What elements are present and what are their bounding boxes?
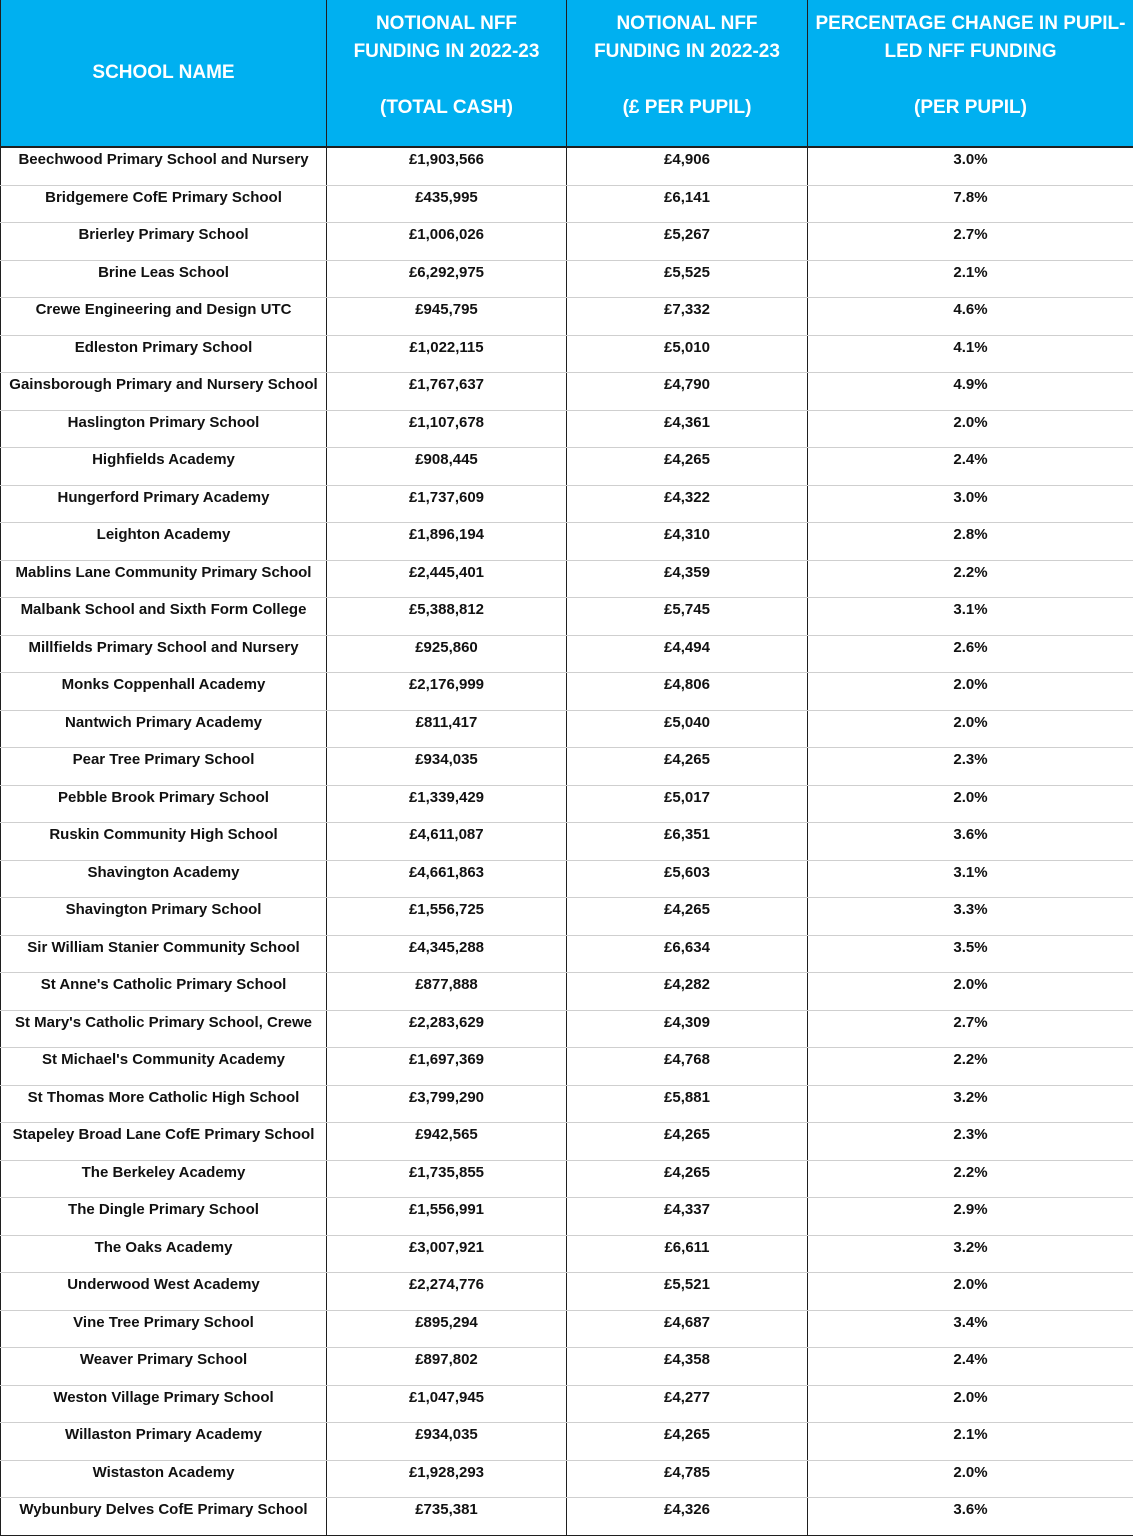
table-row xyxy=(1,260,1133,298)
cell-school-name: Shavington Primary School xyxy=(1,898,327,936)
cell-total-cash: £1,107,678 xyxy=(327,410,567,448)
table-row xyxy=(1,1273,1133,1311)
table-row xyxy=(1,1048,1133,1086)
cell-percentage-change: 2.1% xyxy=(808,1423,1133,1461)
cell-per-pupil: £4,906 xyxy=(567,147,808,185)
header-total-cash xyxy=(327,0,567,147)
cell-percentage-change: 2.4% xyxy=(808,448,1133,486)
cell-percentage-change: 2.4% xyxy=(808,1348,1133,1386)
cell-school-name: Gainsborough Primary and Nursery School xyxy=(1,373,327,411)
cell-per-pupil: £4,265 xyxy=(567,898,808,936)
cell-school-name: Pebble Brook Primary School xyxy=(1,785,327,823)
cell-per-pupil: £5,521 xyxy=(567,1273,808,1311)
table-row xyxy=(1,1423,1133,1461)
table-row xyxy=(1,1085,1133,1123)
cell-total-cash: £3,799,290 xyxy=(327,1085,567,1123)
cell-percentage-change: 7.8% xyxy=(808,185,1133,223)
cell-percentage-change: 3.5% xyxy=(808,935,1133,973)
cell-per-pupil: £4,282 xyxy=(567,973,808,1011)
cell-per-pupil: £4,785 xyxy=(567,1460,808,1498)
cell-per-pupil: £4,265 xyxy=(567,448,808,486)
header-total-cash-sub: (TOTAL CASH) xyxy=(333,94,560,122)
cell-per-pupil: £6,141 xyxy=(567,185,808,223)
cell-total-cash: £945,795 xyxy=(327,298,567,336)
cell-percentage-change: 3.1% xyxy=(808,860,1133,898)
cell-per-pupil: £4,310 xyxy=(567,523,808,561)
cell-total-cash: £925,860 xyxy=(327,635,567,673)
cell-per-pupil: £5,040 xyxy=(567,710,808,748)
table-row xyxy=(1,1385,1133,1423)
cell-school-name: Wistaston Academy xyxy=(1,1460,327,1498)
cell-percentage-change: 3.6% xyxy=(808,823,1133,861)
table-row xyxy=(1,1010,1133,1048)
cell-school-name: Edleston Primary School xyxy=(1,335,327,373)
cell-percentage-change: 3.1% xyxy=(808,598,1133,636)
header-per-pupil-line1: NOTIONAL NFF xyxy=(573,10,801,38)
cell-total-cash: £934,035 xyxy=(327,1423,567,1461)
cell-percentage-change: 3.2% xyxy=(808,1235,1133,1273)
table-row xyxy=(1,673,1133,711)
table-row xyxy=(1,335,1133,373)
cell-percentage-change: 2.0% xyxy=(808,1273,1133,1311)
cell-per-pupil: £7,332 xyxy=(567,298,808,336)
cell-total-cash: £934,035 xyxy=(327,748,567,786)
cell-school-name: Crewe Engineering and Design UTC xyxy=(1,298,327,336)
table-row xyxy=(1,448,1133,486)
cell-percentage-change: 2.0% xyxy=(808,973,1133,1011)
header-percentage-change-sub: (PER PUPIL) xyxy=(814,94,1127,122)
table-row xyxy=(1,1198,1133,1236)
table-row xyxy=(1,223,1133,261)
cell-school-name: Millfields Primary School and Nursery xyxy=(1,635,327,673)
cell-total-cash: £1,022,115 xyxy=(327,335,567,373)
cell-school-name: Vine Tree Primary School xyxy=(1,1310,327,1348)
cell-total-cash: £5,388,812 xyxy=(327,598,567,636)
cell-school-name: The Oaks Academy xyxy=(1,1235,327,1273)
cell-total-cash: £1,735,855 xyxy=(327,1160,567,1198)
table-row xyxy=(1,935,1133,973)
cell-school-name: Pear Tree Primary School xyxy=(1,748,327,786)
cell-total-cash: £2,176,999 xyxy=(327,673,567,711)
cell-total-cash: £6,292,975 xyxy=(327,260,567,298)
table-body xyxy=(1,147,1133,1535)
table-row xyxy=(1,973,1133,1011)
table-row xyxy=(1,1123,1133,1161)
cell-percentage-change: 2.2% xyxy=(808,560,1133,598)
table-row xyxy=(1,410,1133,448)
cell-percentage-change: 3.4% xyxy=(808,1310,1133,1348)
cell-percentage-change: 2.0% xyxy=(808,785,1133,823)
header-total-cash-line1: NOTIONAL NFF xyxy=(333,10,560,38)
table-row xyxy=(1,1310,1133,1348)
cell-school-name: Highfields Academy xyxy=(1,448,327,486)
cell-percentage-change: 2.2% xyxy=(808,1160,1133,1198)
cell-school-name: Mablins Lane Community Primary School xyxy=(1,560,327,598)
table-row xyxy=(1,598,1133,636)
cell-total-cash: £3,007,921 xyxy=(327,1235,567,1273)
cell-school-name: Sir William Stanier Community School xyxy=(1,935,327,973)
cell-per-pupil: £4,322 xyxy=(567,485,808,523)
table-row xyxy=(1,898,1133,936)
cell-percentage-change: 3.0% xyxy=(808,485,1133,523)
cell-school-name: Bridgemere CofE Primary School xyxy=(1,185,327,223)
cell-percentage-change: 2.8% xyxy=(808,523,1133,561)
cell-total-cash: £1,737,609 xyxy=(327,485,567,523)
cell-percentage-change: 2.7% xyxy=(808,1010,1133,1048)
cell-per-pupil: £5,603 xyxy=(567,860,808,898)
cell-school-name: Brierley Primary School xyxy=(1,223,327,261)
table-row xyxy=(1,635,1133,673)
cell-school-name: Stapeley Broad Lane CofE Primary School xyxy=(1,1123,327,1161)
cell-per-pupil: £4,326 xyxy=(567,1498,808,1536)
table-row xyxy=(1,1160,1133,1198)
cell-per-pupil: £5,267 xyxy=(567,223,808,261)
cell-per-pupil: £4,361 xyxy=(567,410,808,448)
cell-total-cash: £895,294 xyxy=(327,1310,567,1348)
cell-total-cash: £1,767,637 xyxy=(327,373,567,411)
cell-per-pupil: £6,351 xyxy=(567,823,808,861)
table-row xyxy=(1,523,1133,561)
cell-per-pupil: £4,277 xyxy=(567,1385,808,1423)
cell-school-name: Underwood West Academy xyxy=(1,1273,327,1311)
cell-percentage-change: 2.0% xyxy=(808,410,1133,448)
cell-percentage-change: 2.6% xyxy=(808,635,1133,673)
cell-school-name: Leighton Academy xyxy=(1,523,327,561)
table-row xyxy=(1,1348,1133,1386)
cell-percentage-change: 4.6% xyxy=(808,298,1133,336)
table-row xyxy=(1,748,1133,786)
cell-per-pupil: £4,806 xyxy=(567,673,808,711)
table-row xyxy=(1,1235,1133,1273)
cell-school-name: Shavington Academy xyxy=(1,860,327,898)
cell-total-cash: £1,339,429 xyxy=(327,785,567,823)
header-school-name xyxy=(1,0,327,147)
cell-school-name: Hungerford Primary Academy xyxy=(1,485,327,523)
cell-percentage-change: 2.9% xyxy=(808,1198,1133,1236)
table-row xyxy=(1,785,1133,823)
header-school-name-label: SCHOOL NAME xyxy=(92,62,234,83)
cell-total-cash: £1,556,725 xyxy=(327,898,567,936)
header-per-pupil-sub: (£ PER PUPIL) xyxy=(573,94,801,122)
cell-percentage-change: 2.0% xyxy=(808,673,1133,711)
cell-school-name: The Berkeley Academy xyxy=(1,1160,327,1198)
cell-percentage-change: 2.0% xyxy=(808,1385,1133,1423)
cell-per-pupil: £4,265 xyxy=(567,1423,808,1461)
cell-per-pupil: £4,790 xyxy=(567,373,808,411)
cell-total-cash: £435,995 xyxy=(327,185,567,223)
cell-total-cash: £877,888 xyxy=(327,973,567,1011)
cell-percentage-change: 2.7% xyxy=(808,223,1133,261)
table-row xyxy=(1,373,1133,411)
table-row xyxy=(1,860,1133,898)
cell-percentage-change: 4.9% xyxy=(808,373,1133,411)
cell-per-pupil: £4,265 xyxy=(567,748,808,786)
cell-per-pupil: £5,745 xyxy=(567,598,808,636)
header-total-cash-line2: FUNDING IN 2022-23 xyxy=(333,38,560,66)
table-row xyxy=(1,485,1133,523)
table-row xyxy=(1,560,1133,598)
cell-percentage-change: 4.1% xyxy=(808,335,1133,373)
header-row xyxy=(1,0,1133,147)
table-row xyxy=(1,1460,1133,1498)
cell-total-cash: £942,565 xyxy=(327,1123,567,1161)
cell-total-cash: £811,417 xyxy=(327,710,567,748)
cell-school-name: Willaston Primary Academy xyxy=(1,1423,327,1461)
cell-total-cash: £1,697,369 xyxy=(327,1048,567,1086)
cell-total-cash: £897,802 xyxy=(327,1348,567,1386)
cell-per-pupil: £5,525 xyxy=(567,260,808,298)
cell-total-cash: £4,661,863 xyxy=(327,860,567,898)
cell-total-cash: £908,445 xyxy=(327,448,567,486)
cell-school-name: Ruskin Community High School xyxy=(1,823,327,861)
cell-percentage-change: 2.2% xyxy=(808,1048,1133,1086)
table-row xyxy=(1,298,1133,336)
cell-percentage-change: 2.3% xyxy=(808,1123,1133,1161)
cell-percentage-change: 3.3% xyxy=(808,898,1133,936)
cell-school-name: Beechwood Primary School and Nursery xyxy=(1,147,327,185)
cell-total-cash: £735,381 xyxy=(327,1498,567,1536)
cell-percentage-change: 3.6% xyxy=(808,1498,1133,1536)
table-row xyxy=(1,710,1133,748)
cell-school-name: Weaver Primary School xyxy=(1,1348,327,1386)
cell-total-cash: £2,445,401 xyxy=(327,560,567,598)
header-percentage-change xyxy=(808,0,1133,147)
cell-per-pupil: £6,634 xyxy=(567,935,808,973)
cell-per-pupil: £4,309 xyxy=(567,1010,808,1048)
header-per-pupil xyxy=(567,0,808,147)
cell-school-name: St Mary's Catholic Primary School, Crewe xyxy=(1,1010,327,1048)
cell-school-name: Haslington Primary School xyxy=(1,410,327,448)
table-row xyxy=(1,1498,1133,1536)
cell-total-cash: £1,928,293 xyxy=(327,1460,567,1498)
cell-per-pupil: £4,358 xyxy=(567,1348,808,1386)
cell-school-name: Monks Coppenhall Academy xyxy=(1,673,327,711)
cell-total-cash: £4,345,288 xyxy=(327,935,567,973)
cell-per-pupil: £4,768 xyxy=(567,1048,808,1086)
cell-school-name: St Thomas More Catholic High School xyxy=(1,1085,327,1123)
cell-total-cash: £1,896,194 xyxy=(327,523,567,561)
cell-per-pupil: £4,494 xyxy=(567,635,808,673)
table-row xyxy=(1,185,1133,223)
header-per-pupil-line2: FUNDING IN 2022-23 xyxy=(573,38,801,66)
cell-school-name: St Anne's Catholic Primary School xyxy=(1,973,327,1011)
cell-per-pupil: £5,010 xyxy=(567,335,808,373)
cell-school-name: Weston Village Primary School xyxy=(1,1385,327,1423)
cell-per-pupil: £4,687 xyxy=(567,1310,808,1348)
cell-percentage-change: 2.0% xyxy=(808,1460,1133,1498)
cell-percentage-change: 3.2% xyxy=(808,1085,1133,1123)
cell-per-pupil: £4,337 xyxy=(567,1198,808,1236)
cell-school-name: St Michael's Community Academy xyxy=(1,1048,327,1086)
cell-percentage-change: 3.0% xyxy=(808,147,1133,185)
cell-percentage-change: 2.1% xyxy=(808,260,1133,298)
cell-school-name: Malbank School and Sixth Form College xyxy=(1,598,327,636)
cell-per-pupil: £4,265 xyxy=(567,1160,808,1198)
cell-total-cash: £4,611,087 xyxy=(327,823,567,861)
table-row xyxy=(1,147,1133,185)
cell-school-name: Nantwich Primary Academy xyxy=(1,710,327,748)
cell-total-cash: £1,903,566 xyxy=(327,147,567,185)
table-header xyxy=(1,0,1133,147)
cell-school-name: Wybunbury Delves CofE Primary School xyxy=(1,1498,327,1536)
table-row xyxy=(1,823,1133,861)
cell-per-pupil: £4,265 xyxy=(567,1123,808,1161)
header-percentage-change-line1: PERCENTAGE CHANGE IN PUPIL- xyxy=(814,10,1127,38)
cell-per-pupil: £5,017 xyxy=(567,785,808,823)
cell-total-cash: £2,283,629 xyxy=(327,1010,567,1048)
cell-total-cash: £2,274,776 xyxy=(327,1273,567,1311)
cell-percentage-change: 2.3% xyxy=(808,748,1133,786)
cell-per-pupil: £4,359 xyxy=(567,560,808,598)
cell-school-name: The Dingle Primary School xyxy=(1,1198,327,1236)
cell-per-pupil: £5,881 xyxy=(567,1085,808,1123)
cell-total-cash: £1,556,991 xyxy=(327,1198,567,1236)
cell-percentage-change: 2.0% xyxy=(808,710,1133,748)
cell-total-cash: £1,006,026 xyxy=(327,223,567,261)
cell-school-name: Brine Leas School xyxy=(1,260,327,298)
cell-per-pupil: £6,611 xyxy=(567,1235,808,1273)
header-percentage-change-line2: LED NFF FUNDING xyxy=(814,38,1127,66)
cell-total-cash: £1,047,945 xyxy=(327,1385,567,1423)
